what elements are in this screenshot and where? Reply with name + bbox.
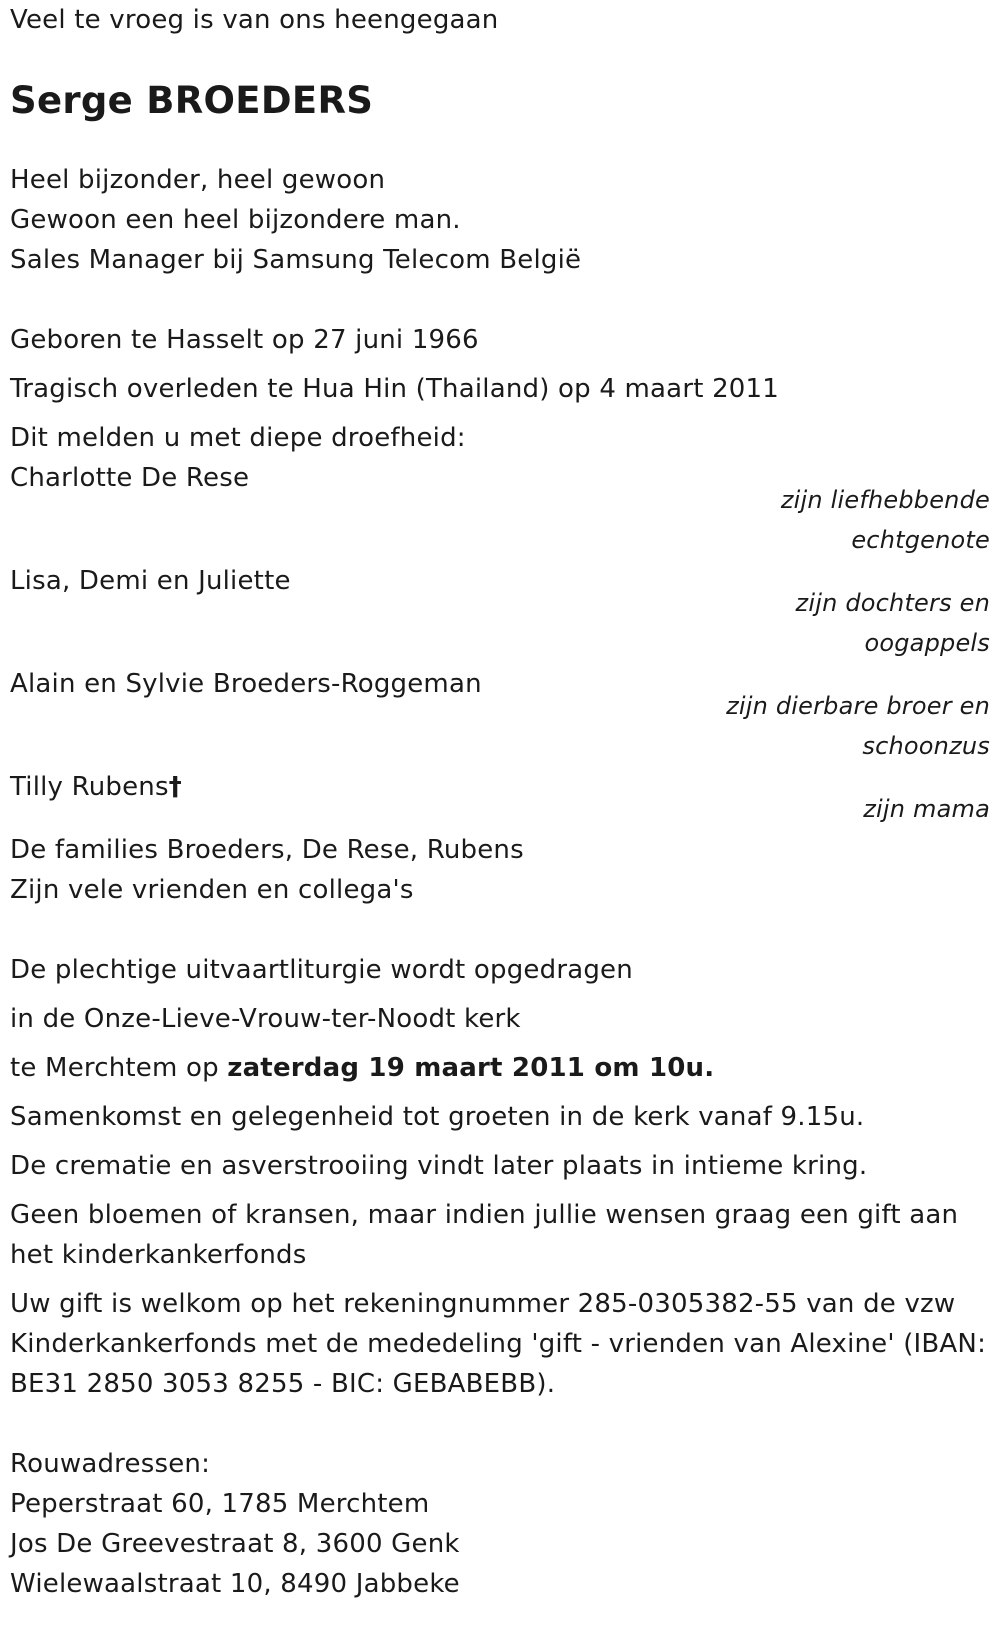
service-date: zaterdag 19 maart 2011 om 10u. (227, 1053, 715, 1083)
death-info: Tragisch overleden te Hua Hin (Thailand) op 4 maart 2011 (10, 374, 780, 404)
tribute-line: Gewoon een heel bijzondere man. (10, 205, 461, 235)
tribute-line: Sales Manager bij Samsung Telecom België (10, 245, 582, 275)
intro-text: Veel te vroeg is van ons heengegaan (10, 5, 499, 35)
service-prefix: te Merchtem op (10, 1053, 228, 1083)
flowers-info: Geen bloemen of kransen, maar indien jullie wensen graag een gift aan het kinderkankerfonds (10, 1200, 959, 1270)
friends-line: Zijn vele vrienden en collega's (10, 875, 414, 905)
gathering-info: Samenkomst en gelegenheid tot groeten in de kerk vanaf 9.15u. (10, 1102, 865, 1132)
tribute-line: Heel bijzonder, heel gewoon (10, 165, 386, 195)
address-line: Wielewaalstraat 10, 8490 Jabbeke (10, 1569, 460, 1599)
mourner-relation: zijn dochters en oogappels (795, 589, 990, 657)
mourner-row (10, 664, 990, 767)
address-line: Jos De Greevestraat 8, 3600 Genk (10, 1529, 460, 1559)
tribute-block (10, 160, 990, 280)
mourner-row (10, 458, 990, 561)
service-line: in de Onze-Lieve-Vrouw-ter-Noodt kerk (10, 1004, 521, 1034)
mourner-relation: zijn mama (863, 795, 990, 823)
birth-info: Geboren te Hasselt op 27 juni 1966 (10, 325, 479, 355)
mourner-name: Tilly Rubens (10, 772, 169, 802)
mourner-relation: zijn liefhebbende echtgenote (780, 486, 990, 554)
mourner-name-wrap (10, 767, 182, 807)
deceased-name: Serge BROEDERS (10, 79, 374, 122)
service-date-line (10, 1048, 990, 1088)
mourner-row (10, 767, 990, 830)
addresses-label: Rouwadressen: (10, 1449, 211, 1479)
cross-icon: † (168, 772, 182, 802)
mourner-relation: zijn dierbare broer en schoonzus (726, 692, 990, 760)
cremation-info: De crematie en asverstrooiing vindt later plaats in intieme kring. (10, 1151, 868, 1181)
mourner-name: Alain en Sylvie Broeders-Roggeman (10, 669, 482, 699)
address-line: Peperstraat 60, 1785 Merchtem (10, 1489, 430, 1519)
mourner-name: Lisa, Demi en Juliette (10, 566, 291, 596)
families-line: De families Broeders, De Rese, Rubens (10, 835, 524, 865)
mourner-name: Charlotte De Rese (10, 463, 250, 493)
service-line: De plechtige uitvaartliturgie wordt opgedragen (10, 955, 633, 985)
donation-info: Uw gift is welkom op het rekeningnummer 285-0305382-55 van de vzw Kinderkankerfonds met de mededeling 'gift - vrienden van Alexine' (IBAN: BE31 2850 3053 8255 - BIC: GEBABEBB). (10, 1289, 987, 1399)
announcement: Dit melden u met diepe droefheid: (10, 423, 466, 453)
mourner-row (10, 561, 990, 664)
